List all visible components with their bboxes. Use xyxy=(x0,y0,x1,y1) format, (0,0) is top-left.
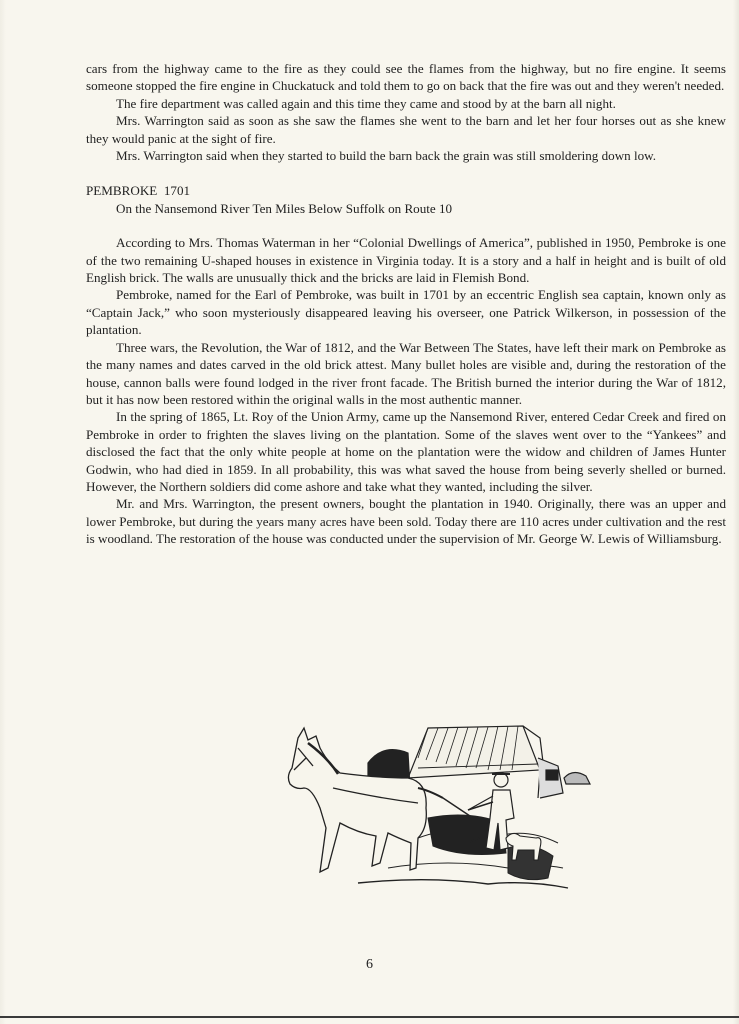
page-number: 6 xyxy=(366,957,373,972)
horse-plow-barn-illustration xyxy=(268,718,598,898)
section-subtitle: On the Nansemond River Ten Miles Below Suffolk on Route 10 xyxy=(116,200,453,216)
article-text xyxy=(86,60,726,548)
bottom-rule xyxy=(0,1016,739,1018)
body-paragraph: Pembroke, named for the Earl of Pembroke, was built in 1701 by an eccentric English sea captain, known only as “Captain Jack,” who soon mysteriously disappeared leaving his overseer, one Patrick Wilkerson, in possession of the plantation. xyxy=(86,287,726,338)
intro-paragraph: Mrs. Warrington said when they started to build the barn back the grain was still smoldering down low. xyxy=(116,148,657,164)
spacer xyxy=(86,217,726,234)
body-paragraph: Three wars, the Revolution, the War of 1812, and the War Between The States, have left their mark on Pembroke as the many names and dates carved in the old brick attest. Many bullet holes are visible and, during the restoration of the house, cannon balls were found lodged in the river front facade. The British burned the interior during the War of 1812, but it has now been restored within the original walls in the most authentic manner. xyxy=(86,339,726,407)
body-paragraph: In the spring of 1865, Lt. Roy of the Union Army, came up the Nansemond River, entered Cedar Creek and fired on Pembroke in order to frighten the slaves living on the plantation. Some of the slaves went over to the “Yankees” and disclosed the fact that the only white people at home on the plantation were the widow and children of James Hunter Godwin, who had died in 1859. In all probability, this was what saved the house from being severly shelled or burned. However, the Northern soldiers did come ashore and take what they wanted, including the silver. xyxy=(86,409,726,494)
intro-paragraph: Mrs. Warrington said as soon as she saw the flames she went to the barn and let her four horses out as she knew they would panic at the sight of fire. xyxy=(86,113,726,146)
intro-paragraph: cars from the highway came to the fire as they could see the flames from the highway, but no fire engine. It seems someone stopped the fire engine in Chuckatuck and told them to go on back that the fire was out and they weren't needed. xyxy=(86,61,726,94)
body-paragraph: Mr. and Mrs. Warrington, the present owners, bought the plantation in 1940. Originally, there was an upper and lower Pembroke, but during the years many acres have been sold. Today there are 110 acres under cultivation and the rest is woodland. The restoration of the house was conducted under the supervision of Mr. George W. Lewis of Williamsburg. xyxy=(86,496,726,547)
section-title: PEMBROKE 1701 xyxy=(86,183,191,199)
intro-paragraph: The fire department was called again and this time they came and stood by at the barn all night. xyxy=(116,95,616,111)
body-paragraph: According to Mrs. Thomas Waterman in her “Colonial Dwellings of America”, published in 1950, Pembroke is one of the two remaining U-shaped houses in existence in Virginia today. It is a story and a half in height and is built of old English brick. The walls are unusually thick and the bricks are laid in Flemish Bond. xyxy=(86,235,726,286)
